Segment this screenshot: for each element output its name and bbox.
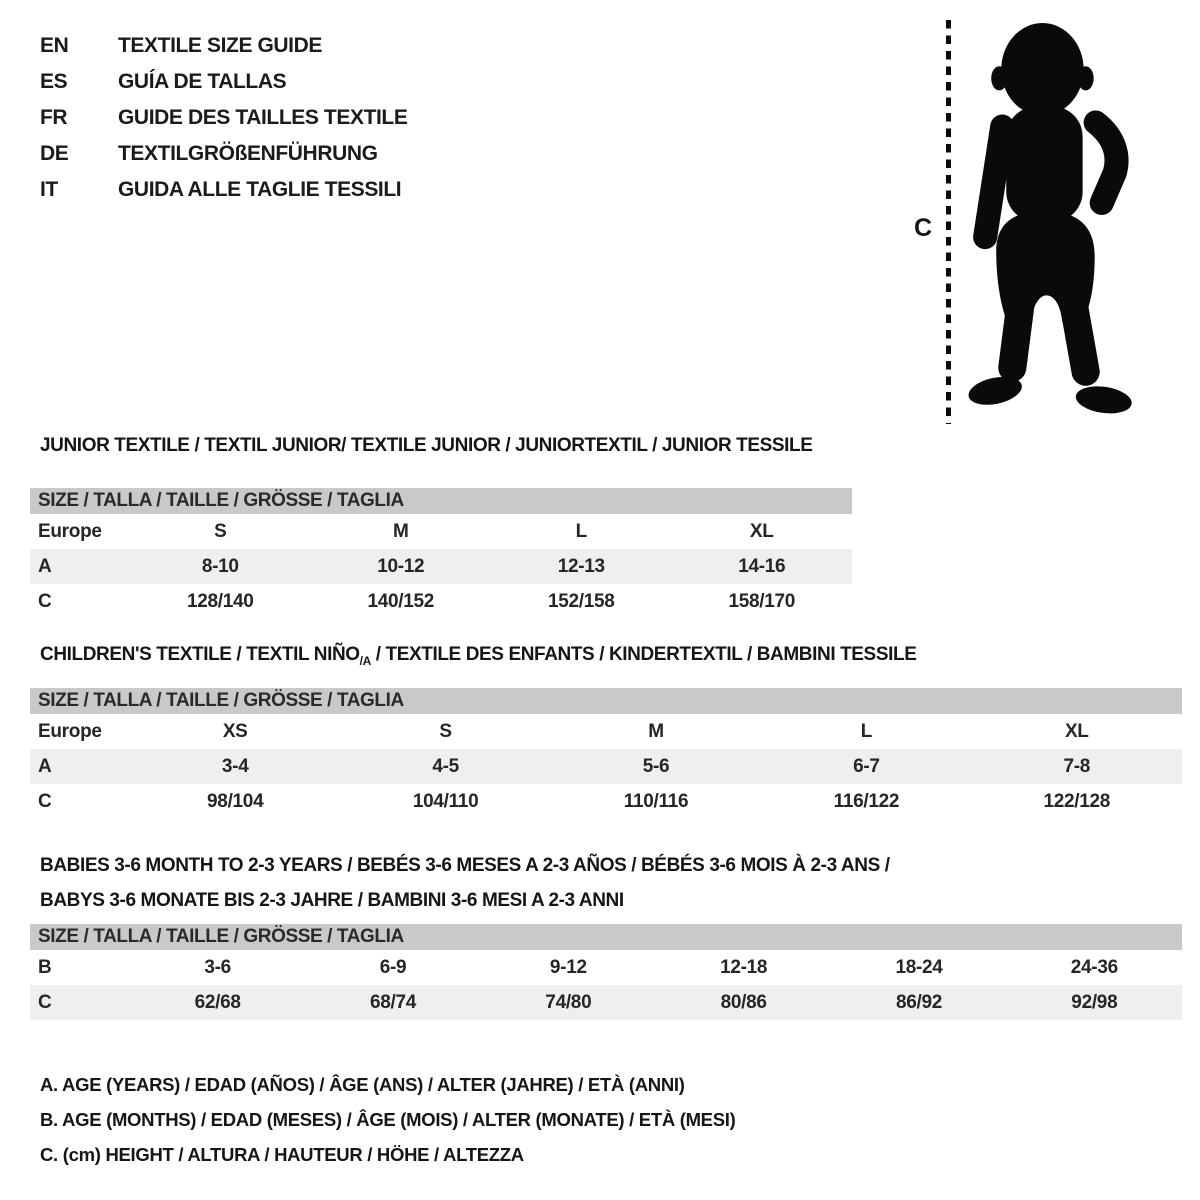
height-dashed-line-icon (945, 20, 952, 424)
table-row (30, 749, 1182, 784)
size-cell: 6-7 (853, 755, 880, 777)
size-cell: 68/74 (369, 991, 417, 1013)
size-cell: 4-5 (432, 755, 459, 777)
size-header-bar: SIZE / TALLA / TAILLE / GRÖSSE / TAGLIA (30, 688, 1182, 714)
size-cell: 158/170 (728, 590, 796, 612)
language-title-list (40, 28, 407, 208)
size-cell: 92/98 (1071, 991, 1118, 1013)
language-row (40, 172, 407, 208)
row-label: C (38, 991, 52, 1013)
size-cell: 9-12 (549, 956, 587, 978)
size-cell: 152/158 (547, 590, 615, 612)
section-title-text: BABIES 3-6 MONTH TO 2-3 YEARS / BEBÉS 3-6 MESES A 2-3 AÑOS / BÉBÉS 3-6 MOIS À 2-3 ANS / (40, 855, 890, 876)
row-label: A (38, 755, 52, 777)
size-cell: 140/152 (367, 590, 435, 612)
language-code: EN (40, 34, 69, 57)
height-measure-label: C (914, 214, 933, 242)
size-cell: S (214, 520, 227, 542)
row-label: Europe (38, 520, 102, 542)
size-cell: XL (749, 520, 774, 542)
size-cell: 62/68 (194, 991, 241, 1013)
section-title-line (40, 637, 916, 672)
size-cell: 12-13 (557, 555, 605, 577)
size-cell: 14-16 (738, 555, 786, 577)
size-cell: 10-12 (377, 555, 425, 577)
language-title: TEXTILE SIZE GUIDE (118, 34, 322, 57)
size-cell: 18-24 (895, 956, 943, 978)
section-title-text: / TEXTILE DES ENFANTS / KINDERTEXTIL / BAMBINI TESSILE (370, 644, 917, 665)
babies-size-table (30, 924, 1182, 1020)
size-cell: 128/140 (186, 590, 254, 612)
size-cell: 116/122 (833, 790, 900, 812)
table-row (30, 514, 852, 549)
table-row (30, 784, 1182, 819)
language-row (40, 28, 407, 64)
size-cell: 3-6 (204, 956, 231, 978)
table-row (30, 714, 1182, 749)
children-size-table (30, 688, 1182, 819)
size-cell: 5-6 (642, 755, 670, 777)
size-cell: 104/110 (412, 790, 479, 812)
row-label: B (38, 956, 52, 978)
language-title: TEXTILGRÖßENFÜHRUNG (118, 142, 378, 165)
size-cell: 98/104 (207, 790, 264, 812)
language-row (40, 100, 407, 136)
junior-section-title (40, 428, 813, 463)
row-label: Europe (38, 720, 102, 742)
size-cell: XL (1064, 720, 1089, 742)
babies-section-title (40, 848, 890, 918)
section-title-text: CHILDREN'S TEXTILE / TEXTIL NIÑO (40, 644, 360, 665)
size-cell: 86/92 (895, 991, 943, 1013)
row-label: C (38, 790, 52, 812)
footnote-line: B. AGE (MONTHS) / EDAD (MESES) / ÂGE (MOIS) / ALTER (MONATE) / ETÀ (MESI) (40, 1109, 736, 1130)
section-title-text: BABYS 3-6 MONATE BIS 2-3 JAHRE / BAMBINI 3-6 MESI A 2-3 ANNI (40, 890, 624, 911)
size-cell: L (860, 720, 873, 742)
language-title: GUÍA DE TALLAS (118, 70, 287, 93)
measurement-figure (912, 12, 1172, 437)
language-row (40, 64, 407, 100)
language-code: FR (40, 106, 68, 129)
language-code: ES (40, 70, 68, 93)
size-cell: M (392, 520, 409, 542)
junior-size-table (30, 488, 852, 619)
size-cell: 12-18 (720, 956, 768, 978)
section-title-line (40, 883, 890, 918)
section-title-line (40, 848, 890, 883)
size-cell: 8-10 (201, 555, 239, 577)
size-cell: 110/116 (623, 790, 689, 812)
language-title: GUIDE DES TAILLES TEXTILE (118, 106, 408, 129)
size-cell: 74/80 (545, 991, 592, 1013)
row-label: A (38, 555, 52, 577)
footnote-line: C. (cm) HEIGHT / ALTURA / HAUTEUR / HÖHE / ALTEZZA (40, 1144, 524, 1165)
section-title-text: /A (359, 653, 371, 668)
children-section-title (40, 637, 916, 672)
language-code: DE (40, 142, 69, 165)
size-cell: 7-8 (1063, 755, 1091, 777)
section-title-text: JUNIOR TEXTILE / TEXTIL JUNIOR/ TEXTILE JUNIOR / JUNIORTEXTIL / JUNIOR TESSILE (40, 435, 813, 456)
table-row (30, 985, 1182, 1020)
language-title: GUIDA ALLE TAGLIE TESSILI (118, 178, 402, 201)
size-cell: S (439, 720, 452, 742)
toddler-silhouette-icon (966, 14, 1142, 426)
size-cell: L (575, 520, 587, 542)
size-cell: 3-4 (221, 755, 249, 777)
row-label: C (38, 590, 52, 612)
size-cell: 6-9 (379, 956, 407, 978)
size-cell: 24-36 (1070, 956, 1118, 978)
footnote-line: A. AGE (YEARS) / EDAD (AÑOS) / ÂGE (ANS) / ALTER (JAHRE) / ETÀ (ANNI) (40, 1074, 685, 1095)
table-row (30, 584, 852, 619)
size-header-bar: SIZE / TALLA / TAILLE / GRÖSSE / TAGLIA (30, 488, 852, 514)
section-title-line (40, 428, 813, 463)
table-row (30, 549, 852, 584)
size-cell: XS (222, 720, 248, 742)
table-row (30, 950, 1182, 985)
language-code: IT (40, 178, 58, 201)
size-cell: 80/86 (720, 991, 767, 1013)
language-row (40, 136, 407, 172)
size-cell: 122/128 (1043, 790, 1111, 812)
size-header-bar: SIZE / TALLA / TAILLE / GRÖSSE / TAGLIA (30, 924, 1182, 950)
legend-footnotes (40, 1067, 735, 1172)
size-cell: M (648, 720, 664, 742)
